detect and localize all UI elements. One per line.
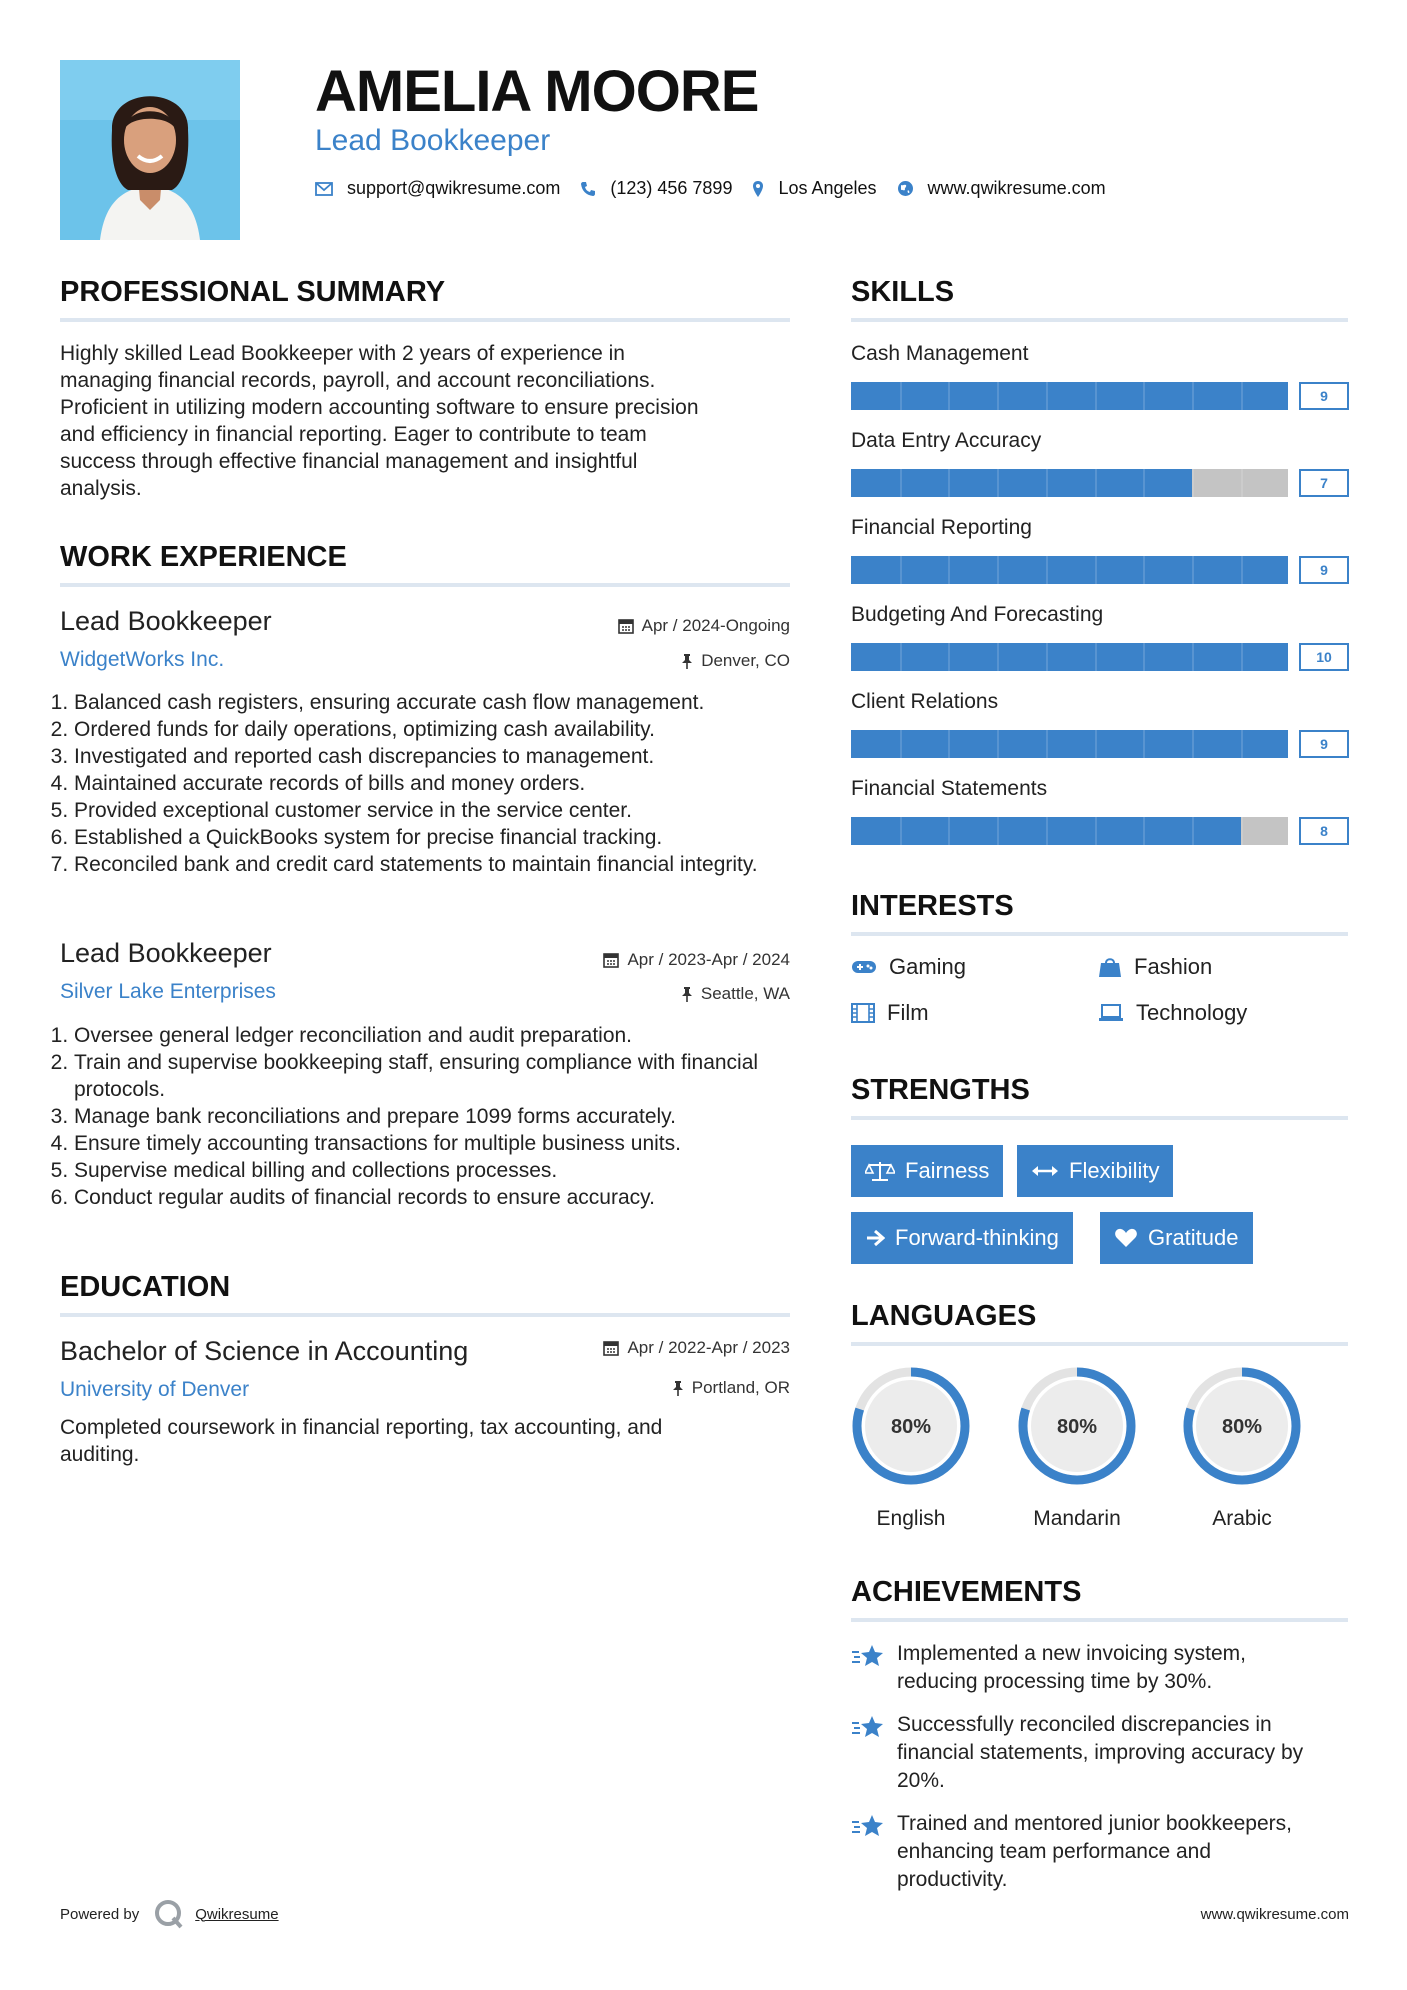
skill-bar-segment	[1095, 643, 1097, 671]
skill-bar-segment	[1095, 730, 1097, 758]
arrows-horizontal-icon	[1031, 1164, 1059, 1178]
interests-heading: INTERESTS	[851, 890, 1014, 922]
pushpin-icon	[681, 986, 693, 1002]
skill-bar-segment	[1095, 382, 1097, 410]
interest-gaming	[851, 954, 966, 980]
laptop-icon	[1098, 1004, 1124, 1022]
experience-heading: WORK EXPERIENCE	[60, 541, 347, 573]
education-line: Completed coursework in financial reporting, tax accounting, and	[60, 1416, 663, 1439]
summary-line: Highly skilled Lead Bookkeeper with 2 years of experience in	[60, 342, 625, 365]
interest-label: Gaming	[889, 954, 967, 979]
interest-label: Technology	[1136, 1000, 1248, 1025]
language-ring-chart	[1181, 1365, 1303, 1487]
skill-label: Financial Statements	[851, 777, 1048, 800]
skill-bar-segment	[1143, 643, 1145, 671]
bullet-item: 5. Supervise medical billing and collections processes.	[74, 1157, 796, 1184]
skill-bar-segment	[1095, 556, 1097, 584]
summary-line: analysis.	[60, 477, 142, 500]
skill-bar-segment	[1046, 469, 1048, 497]
skill-bar-segment	[997, 730, 999, 758]
profile-photo	[60, 60, 240, 240]
contact-phone-text: (123) 456 7899	[610, 178, 733, 198]
film-icon	[851, 1003, 875, 1023]
degree-title: Bachelor of Science in Accounting	[60, 1336, 469, 1366]
skill-bar-segment	[948, 643, 950, 671]
skill-bar	[851, 817, 1288, 845]
candidate-name: AMELIA MOORE	[315, 59, 759, 124]
skill-bar-segment	[997, 382, 999, 410]
education-line: auditing.	[60, 1443, 140, 1466]
footer-powered-by	[60, 1898, 279, 1930]
skill-bar	[851, 556, 1288, 584]
skill-score-badge: 9	[1299, 382, 1349, 410]
skill-bar-segment	[997, 817, 999, 845]
interest-film	[851, 1000, 929, 1026]
skill-bar-segment	[1241, 469, 1243, 497]
achievement-line: Trained and mentored junior bookkeepers,	[897, 1812, 1292, 1835]
skill-score-badge: 8	[1299, 817, 1349, 845]
language-ring	[1181, 1365, 1303, 1492]
summary-line: Proficient in utilizing modern accounting software to ensure precision	[60, 396, 699, 419]
strengths-rule	[851, 1116, 1348, 1120]
job-title: Lead Bookkeeper	[60, 606, 272, 636]
interests-rule	[851, 932, 1348, 936]
skill-bar	[851, 643, 1288, 671]
language-ring	[1016, 1365, 1138, 1492]
skill-bar-fill	[851, 469, 1192, 497]
skills-rule	[851, 318, 1348, 322]
achievement-line: 20%.	[897, 1769, 945, 1792]
strength-forward-thinking	[851, 1212, 1073, 1264]
job-location	[490, 651, 790, 671]
contact-location	[752, 178, 876, 199]
candidate-title: Lead Bookkeeper	[315, 124, 551, 157]
skill-bar-segment	[1143, 817, 1145, 845]
skill-bar-segment	[948, 469, 950, 497]
achievement-item	[851, 1711, 1351, 1795]
education-dates-text: Apr / 2022-Apr / 2023	[627, 1338, 790, 1357]
skill-bar-segment	[1192, 469, 1194, 497]
bullet-item: 2. Ordered funds for daily operations, optimizing cash availability.	[74, 716, 796, 743]
job-location-text: Denver, CO	[701, 651, 790, 670]
gamepad-icon	[851, 959, 877, 975]
skill-bar-segment	[900, 730, 902, 758]
education-description	[60, 1414, 800, 1468]
phone-icon	[580, 181, 596, 197]
contact-bar	[315, 178, 1126, 199]
summary-line: success through effective financial management and insightful	[60, 450, 638, 473]
skill-bar	[851, 730, 1288, 758]
strength-gratitude	[1100, 1212, 1253, 1264]
summary-rule	[60, 318, 790, 322]
skill-bar-fill	[851, 730, 1288, 758]
language-ring	[850, 1365, 972, 1492]
skill-bar-segment	[997, 469, 999, 497]
arrow-right-icon	[865, 1229, 885, 1247]
bullet-item: 4. Ensure timely accounting transactions for multiple business units.	[74, 1130, 796, 1157]
job-dates	[490, 950, 790, 970]
contact-email[interactable]	[315, 178, 560, 199]
education-dates	[490, 1338, 790, 1358]
skills-heading: SKILLS	[851, 276, 955, 308]
bullet-item: 3. Manage bank reconciliations and prepare 1099 forms accurately.	[74, 1103, 796, 1130]
skill-bar-segment	[900, 382, 902, 410]
skill-bar	[851, 382, 1288, 410]
summary-text	[60, 340, 800, 502]
powered-by-text: Powered by	[60, 1905, 140, 1923]
achievements-heading: ACHIEVEMENTS	[851, 1576, 1082, 1608]
balance-scale-icon	[865, 1160, 895, 1182]
skill-bar-segment	[1143, 730, 1145, 758]
globe-icon	[897, 180, 914, 197]
achievement-item	[851, 1810, 1351, 1894]
skill-bar-fill	[851, 556, 1288, 584]
skill-bar-segment	[1143, 382, 1145, 410]
strength-label: Flexibility	[1069, 1158, 1160, 1183]
strength-flexibility	[1017, 1145, 1173, 1197]
achievement-line: Successfully reconciled discrepancies in	[897, 1713, 1272, 1736]
skill-bar-segment	[1241, 643, 1243, 671]
achievement-item	[851, 1640, 1351, 1696]
skill-label: Budgeting And Forecasting	[851, 603, 1104, 626]
languages-heading: LANGUAGES	[851, 1300, 1037, 1332]
strengths-heading: STRENGTHS	[851, 1074, 1030, 1106]
pushpin-icon	[681, 653, 693, 669]
summary-line: and efficiency in financial reporting. Eager to contribute to team	[60, 423, 647, 446]
portrait-photo-icon	[60, 60, 240, 240]
skill-label: Cash Management	[851, 342, 1029, 365]
job-dates-text: Apr / 2023-Apr / 2024	[627, 950, 790, 969]
qwikresume-logo-icon	[153, 1898, 185, 1930]
skill-bar-segment	[1192, 817, 1194, 845]
job-company: Silver Lake Enterprises	[60, 980, 276, 1003]
achievement-line: financial statements, improving accuracy by	[897, 1741, 1304, 1764]
interest-label: Film	[887, 1000, 929, 1025]
skill-bar-segment	[948, 730, 950, 758]
skill-bar-segment	[948, 817, 950, 845]
strength-label: Forward-thinking	[895, 1225, 1059, 1250]
interest-fashion	[1098, 954, 1212, 980]
contact-phone[interactable]	[580, 178, 732, 199]
skill-bar-segment	[1192, 730, 1194, 758]
calendar-icon	[603, 1340, 619, 1356]
map-pin-icon	[752, 180, 764, 198]
skill-bar-segment	[1046, 730, 1048, 758]
skill-bar-segment	[1143, 556, 1145, 584]
strength-label: Fairness	[905, 1158, 990, 1183]
language-ring-chart	[850, 1365, 972, 1487]
shooting-star-icon	[851, 1713, 885, 1741]
summary-line: managing financial records, payroll, and account reconciliations.	[60, 369, 656, 392]
skill-score-badge: 10	[1299, 643, 1349, 671]
skill-score-badge: 7	[1299, 469, 1349, 497]
job-title: Lead Bookkeeper	[60, 938, 272, 968]
job-location	[490, 984, 790, 1004]
skill-bar-fill	[851, 382, 1288, 410]
education-location	[490, 1378, 790, 1398]
skill-score-badge: 9	[1299, 730, 1349, 758]
job-bullets	[56, 1022, 796, 1211]
shopping-bag-icon	[1098, 956, 1122, 978]
bullet-item: 1. Oversee general ledger reconciliation and audit preparation.	[74, 1022, 796, 1049]
education-heading: EDUCATION	[60, 1271, 231, 1303]
achievement-line: reducing processing time by 30%.	[897, 1670, 1213, 1693]
language-percent: 80%	[1221, 1416, 1263, 1438]
skill-bar-segment	[900, 469, 902, 497]
skill-bar-segment	[1192, 556, 1194, 584]
skill-bar	[851, 469, 1288, 497]
bullet-item: 7. Reconciled bank and credit card statements to maintain financial integrity.	[74, 851, 774, 878]
skill-bar-segment	[900, 643, 902, 671]
language-name: Mandarin	[1033, 1507, 1121, 1530]
education-rule	[60, 1313, 790, 1317]
pushpin-icon	[672, 1380, 684, 1396]
achievement-line: productivity.	[897, 1868, 1008, 1891]
footer-website[interactable]: www.qwikresume.com	[1200, 1906, 1349, 1923]
skill-bar-segment	[997, 643, 999, 671]
strength-label: Gratitude	[1148, 1225, 1239, 1250]
language-ring-chart	[1016, 1365, 1138, 1487]
education-location-text: Portland, OR	[691, 1378, 790, 1397]
contact-website-text: www.qwikresume.com	[927, 178, 1106, 198]
footer-brand-link[interactable]: Qwikresume	[195, 1905, 279, 1923]
contact-email-text: support@qwikresume.com	[347, 178, 561, 198]
skill-bar-segment	[900, 817, 902, 845]
skill-bar-segment	[1046, 382, 1048, 410]
bullet-item: 2. Train and supervise bookkeeping staff, ensuring compliance with financial protocols.	[74, 1049, 774, 1103]
skill-label: Financial Reporting	[851, 516, 1032, 539]
skill-bar-segment	[1046, 556, 1048, 584]
bullet-item: 6. Established a QuickBooks system for precise financial tracking.	[74, 824, 796, 851]
heart-icon	[1114, 1228, 1138, 1248]
skill-bar-segment	[1095, 469, 1097, 497]
skill-bar-segment	[1143, 469, 1145, 497]
bullet-item: 5. Provided exceptional customer service in the service center.	[74, 797, 796, 824]
contact-website[interactable]	[897, 178, 1106, 199]
skill-score-badge: 9	[1299, 556, 1349, 584]
skill-bar-segment	[1192, 643, 1194, 671]
achievements-rule	[851, 1618, 1348, 1622]
bullet-item: 4. Maintained accurate records of bills and money orders.	[74, 770, 796, 797]
job-company: WidgetWorks Inc.	[60, 648, 225, 671]
interest-label: Fashion	[1134, 954, 1213, 979]
skill-bar-segment	[1046, 817, 1048, 845]
job-bullets	[56, 689, 796, 878]
job-dates-text: Apr / 2024-Ongoing	[641, 616, 790, 635]
language-name: English	[876, 1507, 946, 1530]
calendar-icon	[618, 618, 634, 634]
skill-bar-segment	[1241, 817, 1243, 845]
job-dates	[490, 616, 790, 636]
skill-label: Client Relations	[851, 690, 999, 713]
interest-technology	[1098, 1000, 1247, 1026]
skill-bar-segment	[1192, 382, 1194, 410]
skill-bar-segment	[948, 382, 950, 410]
skill-label: Data Entry Accuracy	[851, 429, 1042, 452]
skill-bar-segment	[1095, 817, 1097, 845]
job-location-text: Seattle, WA	[700, 984, 790, 1003]
contact-location-text: Los Angeles	[778, 178, 877, 198]
language-percent: 80%	[1056, 1416, 1098, 1438]
experience-rule	[60, 583, 790, 587]
skill-bar-segment	[1241, 382, 1243, 410]
languages-rule	[851, 1342, 1348, 1346]
skill-bar-segment	[1241, 730, 1243, 758]
skill-bar-segment	[948, 556, 950, 584]
language-percent: 80%	[890, 1416, 932, 1438]
skill-bar-segment	[900, 556, 902, 584]
bullet-item: 6. Conduct regular audits of financial records to ensure accuracy.	[74, 1184, 796, 1211]
bullet-item: 3. Investigated and reported cash discrepancies to management.	[74, 743, 796, 770]
skill-bar-segment	[1241, 556, 1243, 584]
skill-bar-segment	[997, 556, 999, 584]
skill-bar-fill	[851, 643, 1288, 671]
shooting-star-icon	[851, 1642, 885, 1670]
achievement-line: enhancing team performance and	[897, 1840, 1212, 1863]
achievement-line: Implemented a new invoicing system,	[897, 1642, 1246, 1665]
summary-heading: PROFESSIONAL SUMMARY	[60, 276, 446, 308]
school-name: University of Denver	[60, 1378, 250, 1401]
skill-bar-segment	[1046, 643, 1048, 671]
shooting-star-icon	[851, 1812, 885, 1840]
envelope-icon	[315, 182, 333, 196]
language-name: Arabic	[1212, 1507, 1272, 1530]
calendar-icon	[603, 952, 619, 968]
strength-fairness	[851, 1145, 1003, 1197]
bullet-item: 1. Balanced cash registers, ensuring accurate cash flow management.	[74, 689, 796, 716]
